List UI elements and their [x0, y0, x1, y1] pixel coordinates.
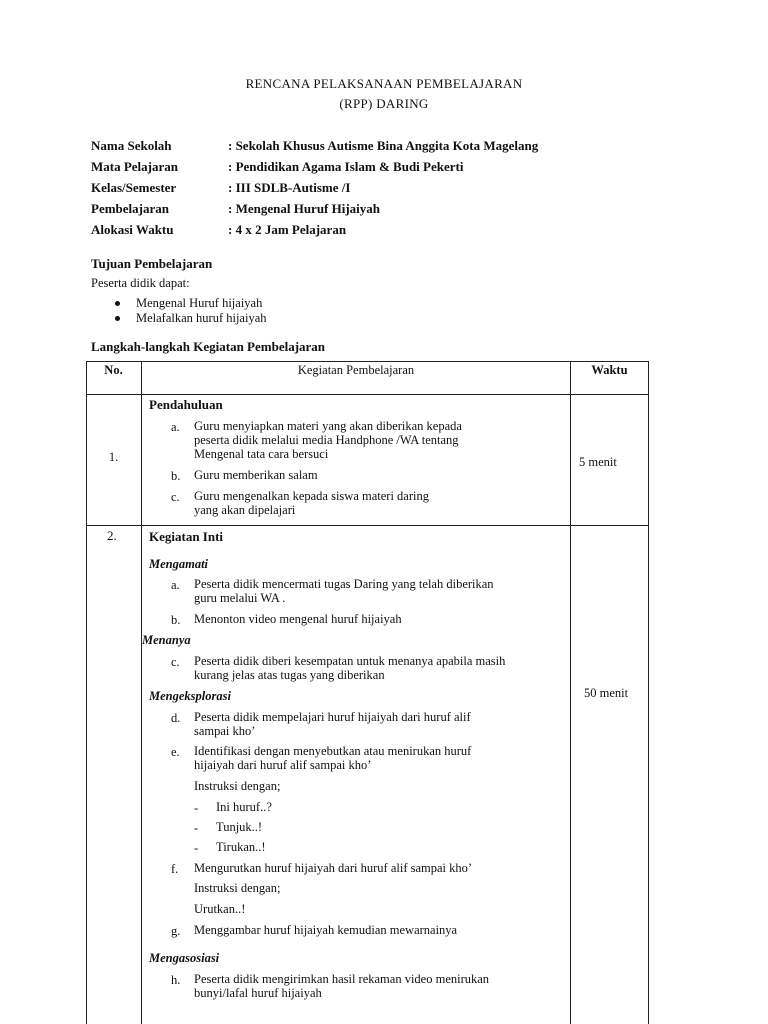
row-number: 2.: [107, 528, 117, 543]
subsection-title: Menanya: [142, 633, 191, 647]
identity-value-class: : III SDLB-Autisme /I: [228, 180, 351, 195]
objective-item: Mengenal Huruf hijaiyah: [136, 296, 263, 310]
item-marker: a.: [171, 578, 180, 592]
bullet-icon: [115, 301, 120, 306]
header-no: No.: [104, 363, 123, 377]
column-divider: [141, 361, 142, 1024]
column-divider: [570, 361, 571, 1024]
item-text: Mengenal tata cara bersuci: [194, 447, 329, 461]
item-text: Menonton video mengenal huruf hijaiyah: [194, 612, 402, 626]
subsection-title: Mengasosiasi: [149, 951, 220, 965]
item-text: kurang jelas atas tugas yang diberikan: [194, 668, 385, 682]
objectives-intro: Peserta didik dapat:: [91, 276, 190, 290]
subsection-title: Mengeksplorasi: [149, 689, 231, 703]
item-text: Guru memberikan salam: [194, 468, 318, 482]
row-divider: [86, 525, 649, 526]
time-cell: 50 menit: [584, 686, 629, 700]
instruction-item: Ini huruf..?: [216, 800, 272, 814]
item-text: sampai kho’: [194, 724, 256, 738]
item-text: Guru mengenalkan kepada siswa materi daring: [194, 489, 429, 503]
steps-heading: Langkah-langkah Kegiatan Pembelajaran: [91, 339, 326, 354]
item-text: Peserta didik mencermati tugas Daring yang telah diberikan: [194, 577, 494, 591]
subsection-title: Mengamati: [149, 557, 209, 571]
time-cell: 5 menit: [579, 455, 617, 469]
item-marker: d.: [171, 711, 181, 725]
item-text: Peserta didik mempelajari huruf hijaiyah dari huruf alif: [194, 710, 471, 724]
item-text: yang akan dipelajari: [194, 503, 296, 517]
identity-label-subject: Mata Pelajaran: [91, 159, 179, 174]
item-text: Peserta didik diberi kesempatan untuk menanya apabila masih: [194, 654, 506, 668]
item-marker: e.: [171, 745, 180, 759]
item-marker: f.: [171, 862, 179, 876]
table-border: [86, 361, 649, 362]
item-text: Identifikasi dengan menyebutkan atau menirukan huruf: [194, 744, 472, 758]
section-title: Kegiatan Inti: [149, 529, 224, 544]
dash-marker: -: [194, 801, 199, 815]
item-marker: b.: [171, 613, 181, 627]
identity-label-lesson: Pembelajaran: [91, 201, 169, 216]
dash-marker: -: [194, 841, 199, 855]
item-text: Mengurutkan huruf hijaiyah dari huruf alif sampai kho’: [194, 861, 473, 875]
item-marker: b.: [171, 469, 181, 483]
identity-label-school: Nama Sekolah: [91, 138, 172, 153]
identity-value-subject: : Pendidikan Agama Islam & Budi Pekerti: [228, 159, 464, 174]
instruction-label: Instruksi dengan;: [194, 779, 281, 793]
row-number: 1.: [108, 450, 119, 464]
dash-marker: -: [194, 821, 199, 835]
item-text: peserta didik melalui media Handphone /WA tentang: [194, 433, 459, 447]
document-subtitle: (RPP) DARING: [339, 96, 429, 111]
table-border: [648, 361, 649, 1024]
bullet-icon: [115, 316, 120, 321]
item-text: hijaiyah dari huruf alif sampai kho’: [194, 758, 372, 772]
identity-label-class: Kelas/Semester: [91, 180, 177, 195]
section-title: Pendahuluan: [149, 397, 223, 412]
instruction-item: Urutkan..!: [194, 902, 246, 916]
identity-value-school: : Sekolah Khusus Autisme Bina Anggita Kota Magelang: [228, 138, 539, 153]
header-time: Waktu: [591, 363, 628, 377]
item-marker: a.: [171, 420, 180, 434]
instruction-item: Tirukan..!: [216, 840, 266, 854]
item-marker: h.: [171, 973, 181, 987]
document-title: RENCANA PELAKSANAAN PEMBELAJARAN: [245, 76, 523, 91]
row-divider: [86, 394, 649, 395]
item-text: Menggambar huruf hijaiyah kemudian mewarnainya: [194, 923, 458, 937]
objectives-heading: Tujuan Pembelajaran: [91, 256, 213, 271]
item-text: bunyi/lafal huruf hijaiyah: [194, 986, 322, 1000]
item-marker: g.: [171, 924, 181, 938]
identity-label-time: Alokasi Waktu: [91, 222, 174, 237]
objective-item: Melafalkan huruf hijaiyah: [136, 311, 267, 325]
item-marker: c.: [171, 490, 180, 504]
item-text: Guru menyiapkan materi yang akan diberikan kepada: [194, 419, 462, 433]
item-text: Peserta didik mengirimkan hasil rekaman video menirukan: [194, 972, 490, 986]
item-text: guru melalui WA .: [194, 591, 286, 605]
item-marker: c.: [171, 655, 180, 669]
instruction-item: Tunjuk..!: [216, 820, 263, 834]
instruction-label: Instruksi dengan;: [194, 881, 281, 895]
header-activity: Kegiatan Pembelajaran: [297, 363, 415, 377]
identity-value-time: : 4 x 2 Jam Pelajaran: [228, 222, 347, 237]
identity-value-lesson: : Mengenal Huruf Hijaiyah: [228, 201, 381, 216]
